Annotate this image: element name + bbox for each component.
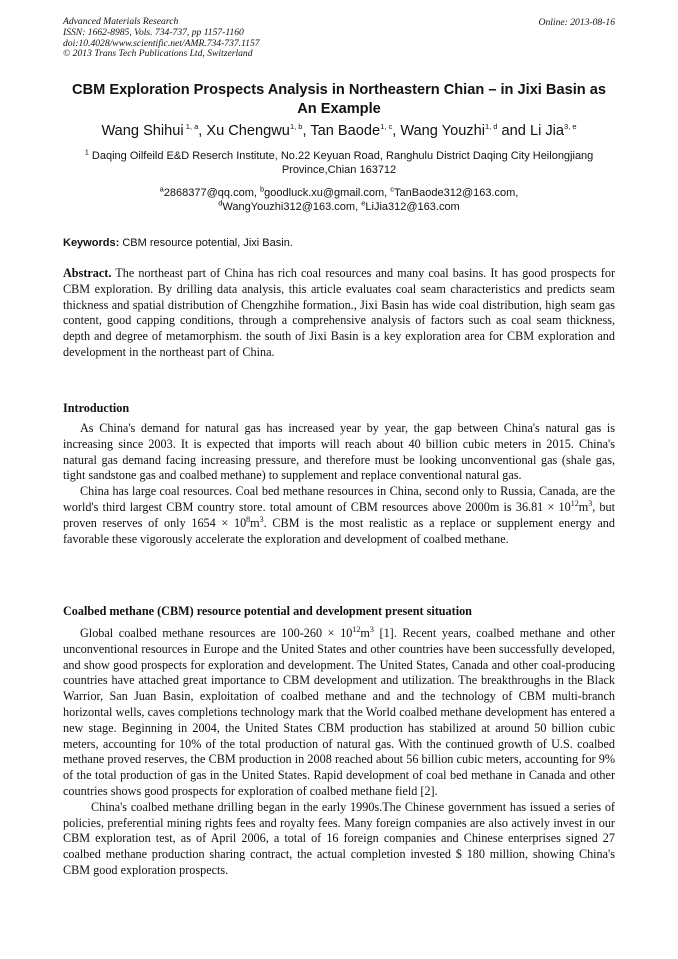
intro-paragraph-1: As China's demand for natural gas has increased year by year, the gap between China's natural gas is increasing since 2003. It is expected that imports will reach about 40 billion cubic meters in 2015. China's natural gas demand facing increasing pressure, and therefore must be looking unconventional gas (shale gas, tight sandstone gas and coalbed methane) to supplement and replace conventional natural gas.: [63, 421, 615, 483]
copyright-line: © 2013 Trans Tech Publications Ltd, Switzerland: [63, 48, 253, 60]
text-run: Global coalbed methane resources are 100-260 × 10: [80, 626, 353, 640]
author-name: Xu Chengwu: [206, 123, 290, 139]
journal-name: Advanced Materials Research: [63, 16, 179, 27]
introduction-body: [63, 421, 615, 547]
superscript: 3: [259, 514, 264, 524]
author-sep: and: [497, 123, 530, 139]
author-sup: 1, a: [183, 122, 199, 132]
superscript: 12: [352, 624, 361, 634]
author-list: [40, 123, 638, 139]
superscript: 3: [369, 624, 374, 634]
author-name: Wang Shihui: [101, 123, 184, 139]
cbm-section-heading: Coalbed methane (CBM) resource potential and development present situation: [63, 604, 472, 618]
text-run: China has large coal resources. Coal bed methane resources in China, second only to Russia, Canada, are the world's third largest CBM country store. total amount of CBM resources above 2000m is 36.81 × 10: [63, 484, 615, 514]
author-sep: ,: [302, 123, 311, 139]
affiliation: [63, 149, 615, 177]
email-sup: b: [260, 184, 265, 194]
superscript: 12: [570, 498, 579, 508]
email-sep: ,: [384, 187, 391, 199]
author-name: Tan Baode: [310, 123, 381, 139]
author-sep: ,: [198, 123, 207, 139]
keywords-text: CBM resource potential, Jixi Basin.: [122, 237, 293, 249]
author-sep: ,: [392, 123, 401, 139]
text-run: m: [360, 626, 370, 640]
affiliation-text: Daqing Oilfeild E&D Reserch Institute, No.22 Keyuan Road, Ranghulu District Daqing City Heilongjiang Province,Chian 163712: [91, 150, 594, 176]
author-name: Wang Youzhi: [400, 123, 485, 139]
superscript: 3: [588, 498, 593, 508]
introduction-heading: Introduction: [63, 401, 130, 415]
affiliation-sup: 1: [84, 147, 89, 157]
email-address[interactable]: LiJia312@163.com: [365, 201, 460, 214]
keywords: [63, 237, 615, 249]
email-address[interactable]: TanBaode312@163.com,: [394, 187, 519, 199]
text-run: . CBM is the most realistic as a replace or supplement energy and favorable these vigorously accelerate the exploration and development of coalbed methane.: [63, 515, 615, 546]
email-sup: d: [218, 198, 223, 208]
email-sup: e: [361, 198, 366, 208]
abstract-text: The northeast part of China has rich coal resources and many coal basins. It has good prospects for CBM exploration. By drilling data analysis, this article evaluates coal seam characteristics and predicts seam thickness and spatial distribution of Chengzhihe formation., Jixi Basin has wide coal distribution, high seam gas content, good capping conditions, through a comprehensive analysis of factors such as coal seam thickness, depth and degree of metamorphism. the south of Jixi Basin is a key exploration area for CBM exploration and development in the northeast part of China.: [63, 266, 615, 359]
email-sup: c: [390, 184, 395, 194]
online-date: Online: 2013-08-16: [538, 17, 615, 28]
cbm-paragraph-1: [63, 626, 615, 800]
email-list: [63, 186, 615, 215]
email-address[interactable]: 2868377@qq.com: [163, 187, 254, 199]
author-sup: 3, e: [564, 122, 577, 132]
email-address[interactable]: goodluck.xu@gmail.com: [264, 187, 385, 199]
author-sup: 1, d: [484, 122, 498, 132]
doi-line: doi:10.4028/www.scientific.net/AMR.734-737.1157: [63, 37, 260, 49]
email-sep: ,: [355, 201, 362, 214]
superscript: 8: [246, 514, 251, 524]
intro-paragraph-2: [63, 484, 615, 547]
email-address[interactable]: WangYouzhi312@163.com: [222, 201, 356, 214]
author-name: Li Jia: [529, 123, 565, 139]
keywords-label: Keywords:: [63, 237, 120, 249]
email-sep: ,: [253, 187, 260, 199]
cbm-paragraph-2: China's coalbed methane drilling began in the early 1990s.The Chinese government has issued a series of policies, preferential mining rights fees and royalty fees. Many foreign companies are also actively invest in our CBM exploration test, as of April 2006, a total of 16 foreign companies and Chinese enterprises signed 27 coalbed methane production sharing contract, the actual completion invested $ 180 million, showing China's CBM good exploration prospects.: [63, 799, 615, 877]
abstract: [63, 266, 615, 361]
author-sup: 1, b: [289, 122, 303, 132]
abstract-label: Abstract.: [63, 266, 112, 280]
paper-title: CBM Exploration Prospects Analysis in Northeastern Chian – in Jixi Basin as An Example: [72, 82, 606, 117]
text-run: m: [578, 499, 589, 514]
text-run: , but proven reserves of only 1654 × 10: [63, 499, 615, 530]
issn-line: ISSN: 1662-8985, Vols. 734-737, pp 1157-1160: [63, 26, 244, 38]
text-run: [1]. Recent years, coalbed methane and other unconventional resources in Europe and the United States and other countries have been successfully developed, and show good prospects for exploration and development. The United States, Canada and other coal-producing countries have attached great importance to CBM development and utilization. The breakthroughs in the Black Warrior, San Juan Basin, exploitation of coalbed methane and and the technology of CBM multi-branch horizontal wells, caves completions technology mark that the World coalbed methane development has entered a new stage. Beginning in 2004, the United States CBM production has stabilized at around 50 billion cubic meters, accounting for 10% of the total production of natural gas. With the continued growth of U.S. coalbed methane proved reserves, the CBM production in 2008 reached about 56 billion cubic meters, accounting for 9% of the total production of gas in the United States. Rapid development of coal bed methane in Canada and other countries shows good prospects for exploration of coalbed methane field [2].: [63, 626, 615, 798]
journal-header: [63, 17, 260, 60]
author-sup: 1, c: [380, 122, 393, 132]
text-run: m: [250, 515, 260, 530]
email-sup: a: [159, 184, 164, 194]
cbm-section-body: [63, 626, 615, 879]
